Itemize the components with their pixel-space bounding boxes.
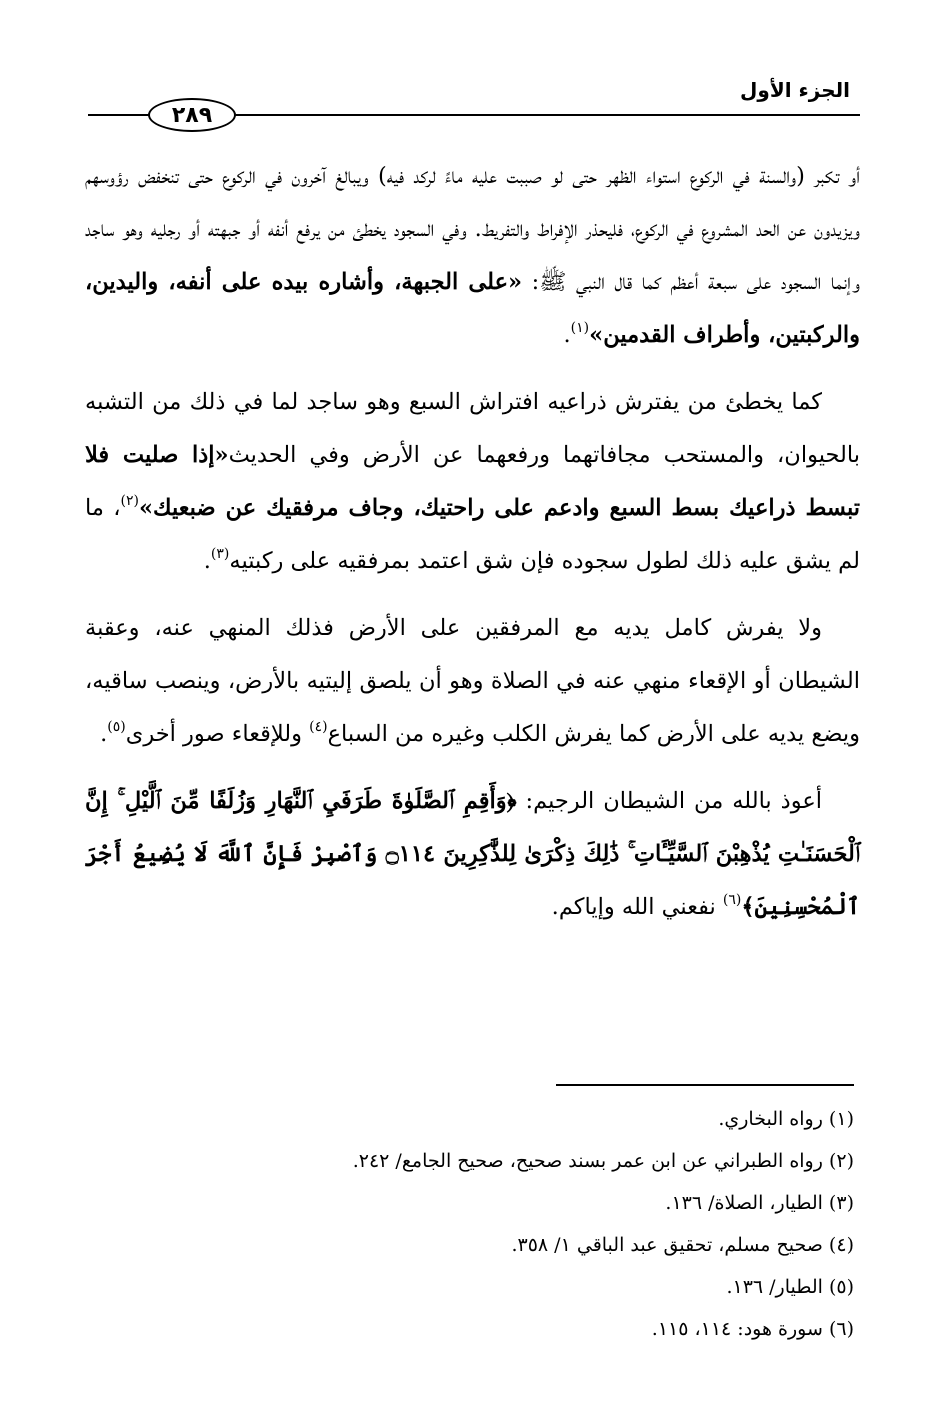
paragraph-2-tail: . <box>203 548 211 574</box>
paragraph-4-text-a: أعوذ بالله من الشيطان الرجيم: <box>516 788 822 814</box>
footnote-item: (٥) الطيار/ ١٣٦. <box>726 1276 854 1298</box>
paragraph-1-text: أو تكبر (والسنة في الركوع استواء الظهر حتى لو صببت عليه ماءً لركد فيه) ويبالغ آخرون في الركوع حتى تنخفض رؤوسهم ويزيدون عن الحد المشروع في الركوع، فليحذر الإفراط والتفريط. وفي السجود يخطئ من يرفع أنفه أو جبهته أو رجليه وهو ساجد وإنما السجود على سبعة أعظم كما قال النبي ﷺ: <box>85 163 860 295</box>
footnote-item: (٦) سورة هود: ١١٤، ١١٥. <box>651 1318 854 1340</box>
paragraph-3-text-a: ولا يفرش كامل يديه مع المرفقين على الأرض فذلك المنهي عنه، وعقبة الشيطان أو الإقعاء منهي عنه في الصلاة وهو أن يلصق إليتيه بالأرض، وينصب ساقيه، ويضع يديه على الأرض كما يفرش الكلب وغيره من السباع <box>85 615 860 747</box>
footnote-ref-3: (٣) <box>210 546 230 562</box>
paragraph-3 <box>85 602 860 761</box>
paragraph-3-text-b: وللإقعاء صور أخرى <box>125 721 310 747</box>
main-text <box>85 150 860 948</box>
footnote-item: (٢) رواه الطبراني عن ابن عمر بسند صحيح، صحيح الجامع/ ٢٤٢. <box>352 1150 854 1172</box>
paragraph-2-text-b: ، ما لم يشق عليه ذلك لطول سجوده فإن شق اعتمد بمرفقيه على ركبتيه <box>85 495 860 574</box>
paragraph-3-tail: . <box>100 721 108 747</box>
footnote-ref-6: (٦) <box>722 892 742 908</box>
quran-verse: ﴿وَأَقِمِ ٱلصَّلَوٰةَ طَرَفَيِ ٱلنَّهَارِ وَزُلَفًا مِّنَ ٱلَّيْلِ ۚ إِنَّ ٱلْحَسَنَـٰتِ يُذْهِبْنَ ٱلسَّيِّـَٔاتِ ۚ ذَٰلِكَ ذِكْرَىٰ لِلذَّٰكِرِينَ ۝١١٤ وَٱصْبِرْ فَإِنَّ ٱللَّهَ لَا يُضِيعُ أَجْرَ ٱلْمُحْسِنِينَ﴾ <box>85 788 860 920</box>
paragraph-2 <box>85 376 860 588</box>
footnote-ref-2: (٢) <box>120 493 139 509</box>
footnote-rule <box>556 1084 854 1086</box>
page-number: ٢٨٩ <box>148 98 236 132</box>
footnote-item: (٣) الطيار، الصلاة/ ١٣٦. <box>665 1192 854 1214</box>
paragraph-1 <box>85 150 860 362</box>
footnote-item: (٤) صحيح مسلم، تحقيق عبد الباقي ١/ ٣٥٨. <box>511 1234 854 1256</box>
footnotes <box>85 1098 860 1350</box>
footnote-ref-5: (٥) <box>107 719 126 735</box>
footnote-item: (١) رواه البخاري. <box>718 1108 854 1130</box>
paragraph-4-tail: نفعني الله وإياكم. <box>551 894 723 920</box>
paragraph-1-tail: . <box>563 322 571 348</box>
running-head: الجزء الأول <box>740 78 850 102</box>
paragraph-2-text-a: كما يخطئ من يفترش ذراعيه افتراش السبع وهو ساجد لما في ذلك من التشبه بالحيوان، والمستحب مجافاتهما ورفعهما عن الأرض وفي الحديث <box>85 389 860 468</box>
paragraph-4 <box>85 775 860 934</box>
hadith-quote-1: «على الجبهة، وأشاره بيده على أنفه، واليدين، والركبتين، وأطراف القدمين» <box>85 269 860 348</box>
footnote-ref-1: (١) <box>570 320 590 336</box>
hadith-quote-2: «إذا صليت فلا تبسط ذراعيك بسط السبع وادعم على راحتيك، وجاف مرفقيك عن ضبعيك» <box>85 442 860 521</box>
footnote-ref-4: (٤) <box>309 719 328 735</box>
